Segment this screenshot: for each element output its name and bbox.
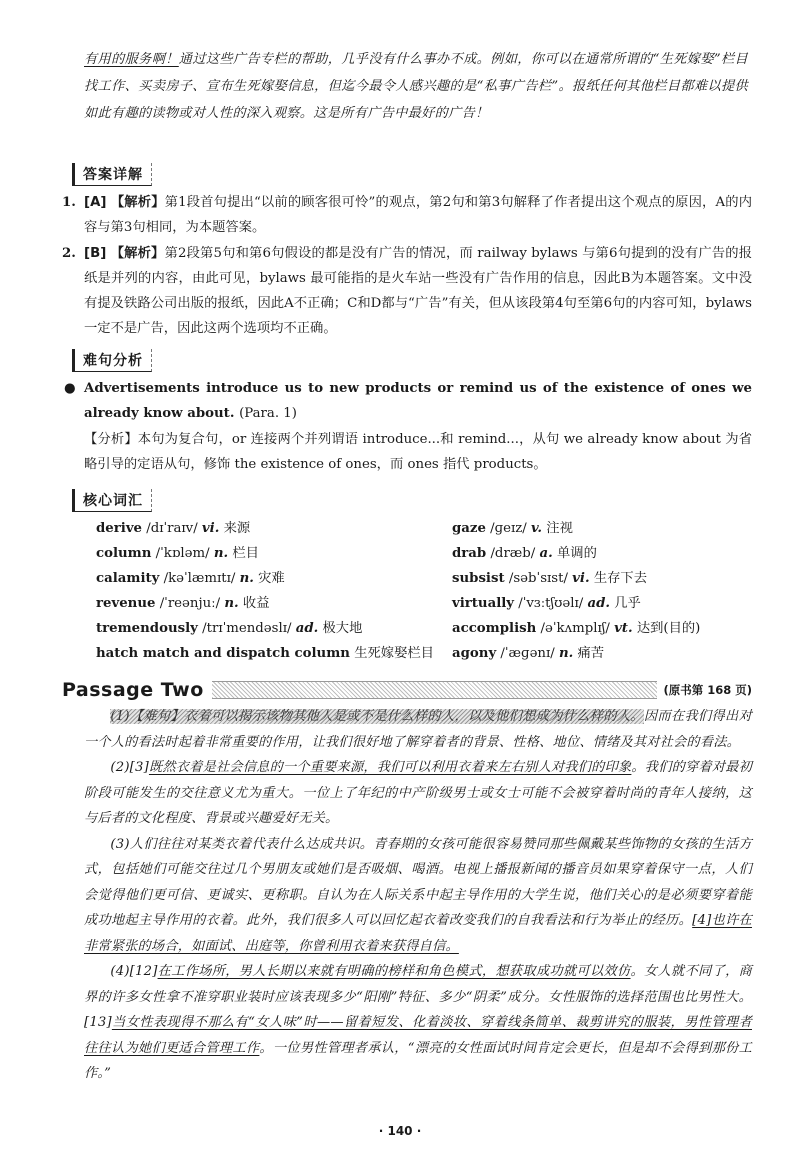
vocab-word: calamity (96, 571, 160, 586)
vocab-item (452, 616, 752, 641)
paragraph-number: (2)[3] (110, 760, 149, 775)
vocab-heading: 核心词汇 (72, 489, 152, 512)
vocab-item (96, 641, 452, 666)
paragraph-number: (4)[12] (110, 964, 158, 979)
vocab-pos: n. (213, 546, 229, 561)
answer-label: 【解析】 (110, 246, 165, 261)
vocab-word: column (96, 546, 152, 561)
underlined-text: [4]也许在非常紧张的场合，如面试、出庭等，你曾利用衣着来获得自信。 (84, 913, 752, 954)
vocab-definition: 生存下去 (593, 571, 648, 586)
vocab-phonetic: /kəˈlæmɪtɪ/ (163, 571, 236, 586)
vocab-definition: 灾难 (258, 571, 285, 586)
passage-body (84, 704, 752, 1087)
vocab-phonetic: /səbˈsɪst/ (508, 571, 568, 586)
vocab-pos: a. (539, 546, 553, 561)
decorative-hatch-bar (212, 681, 658, 699)
underlined-text: 当女性表现得不那么有“女人味”时——留着短发、化着淡妆、穿着线条简单、裁剪讲究的服装，男性管理者往往认为她们更适合管理工作 (84, 1015, 752, 1056)
answer-label: 【解析】 (110, 195, 165, 210)
passage-paragraph-4 (84, 959, 752, 1087)
passage-paragraph-3 (84, 832, 752, 960)
vocab-word: drab (452, 546, 487, 561)
answer-number: 1. (62, 195, 76, 210)
vocab-item (96, 516, 452, 541)
underlined-text: 既然衣着是社会信息的一个重要来源，我们可以利用衣着来左右别人对我们的印象 (148, 760, 632, 775)
vocab-item (96, 616, 452, 641)
vocab-definition: 痛苦 (577, 646, 605, 661)
vocab-item (96, 566, 452, 591)
vocab-definition: 来源 (223, 521, 251, 536)
bullet-icon: ● (64, 381, 76, 396)
page-number: · 140 · (378, 1124, 422, 1138)
vocab-definition: 达到(目的) (636, 621, 701, 636)
vocab-phonetic: /ˈvɜːtʃʊəlɪ/ (518, 596, 584, 611)
vocab-phonetic: /əˈkʌmplɪʃ/ (540, 621, 610, 636)
underlined-text: 在工作场所，男人长期以来就有明确的榜样和角色模式，想获取成功就可以效仿 (157, 964, 631, 979)
answer-tag: [A] (84, 195, 107, 210)
paragraph-text: 。一位男性管理者承认，“漂亮的女性面试时间肯定会更长，但是却不会得到那份工作。” (84, 1040, 752, 1081)
vocab-pos: vt. (614, 621, 633, 636)
vocab-phonetic: /ɡeɪz/ (490, 521, 527, 536)
vocab-pos: n. (558, 646, 574, 661)
vocab-word: derive (96, 521, 143, 536)
vocab-word: revenue (96, 596, 156, 611)
hard-sentence-section (62, 376, 752, 477)
sentence-analysis: 【分析】本句为复合句，or 连接两个并列谓语 introduce...和 remind...，从句 we already know about 为省略引导的定语从句，修饰 the existence of ones，而 ones 指代 products。 (84, 432, 752, 472)
vocab-definition: 注视 (546, 521, 573, 536)
vocab-word: agony (452, 646, 497, 661)
answer-item-1 (62, 190, 752, 240)
intro-underlined: 有用的服务啊！ (84, 52, 179, 67)
vocab-definition: 生死嫁娶栏目 (354, 646, 434, 661)
paragraph-text: 因而在我们得出对一个人的看法时起着非常重要的作用，让我们很好地了解穿着者的背景、性格、地位、情绪及其对社会的看法。 (84, 709, 752, 750)
vocab-pos: n. (224, 596, 239, 611)
vocab-word: tremendously (96, 621, 198, 636)
vocab-item (452, 516, 752, 541)
vocab-phonetic: /ˈæɡənɪ/ (500, 646, 555, 661)
vocab-pos: ad. (295, 621, 319, 636)
page-reference: (原书第 168 页) (657, 682, 752, 698)
passage-paragraph-2 (84, 755, 752, 832)
paragraph-text: 。女人就不同了，商界的许多女性拿不准穿职业装时应该表现多少“阳刚”特征、多少“阴柔”成分。女性服饰的选择范围也比男性大。[13] (84, 964, 752, 1030)
vocab-item (452, 541, 752, 566)
answer-text: 第2段第5句和第6句假设的都是没有广告的情况，而 railway bylaws 与第6句提到的没有广告的报纸是并列的内容，由此可见，bylaws 最可能指的是火车站一些没有广告作用的信息，因此B为本题答案。文中没有提及铁路公司出版的报纸，因此A不正确；C和D都与“广告”有关，但从该段第4句至第6句的内容可知，bylaws 一定不是广告，因此这两个选项均不正确。 (84, 246, 752, 336)
vocab-item (96, 591, 452, 616)
intro-paragraph (84, 46, 748, 127)
vocab-pos: v. (531, 521, 543, 536)
vocab-word: gaze (452, 521, 486, 536)
vocab-word: virtually (452, 596, 515, 611)
vocab-definition: 栏目 (232, 546, 259, 561)
vocab-definition: 单调的 (557, 546, 597, 561)
answers-section (62, 190, 752, 342)
paragraph-text: (3)人们往往对某类衣着代表什么达成共识。青春期的女孩可能很容易赞同那些佩戴某些饰物的女孩的生活方式，包括她们可能交往过几个男朋友或她们是否吸烟、喝酒。电视上播报新闻的播音员如果穿着保守一点，人们会觉得他们更可信、更诚实、更称职。自认为在人际关系中起主导作用的大学生说，他们关心的是必须要穿着能成功地起主导作用的衣着。此外，我们很多人可以回忆起衣着改变我们的自我看法和行为举止的经历。 (84, 836, 752, 928)
vocab-section (96, 516, 756, 666)
vocab-definition: 收益 (242, 596, 270, 611)
vocab-pos: vi. (201, 521, 220, 536)
vocab-phonetic: /dɪˈraɪv/ (146, 521, 198, 536)
vocab-word: hatch match and dispatch column (96, 646, 350, 661)
answer-number: 2. (62, 246, 76, 261)
answer-item-2 (62, 241, 752, 341)
vocab-phonetic: /ˈreənjuː/ (159, 596, 221, 611)
shaded-hard-sentence: (1)【难句】衣着可以揭示该物其他人是或不是什么样的人，以及他们想成为什么样的人。 (110, 709, 644, 724)
vocab-item (452, 591, 752, 616)
vocab-definition: 几乎 (614, 596, 641, 611)
passage-title: Passage Two (62, 679, 212, 701)
vocab-word: accomplish (452, 621, 537, 636)
vocab-phonetic: /dræb/ (490, 546, 536, 561)
paragraph-text: 。我们的穿着对最初阶段可能发生的交往意义尤为重大。一位上了年纪的中产阶级男士或女士可能不会被穿着时尚的青年人接纳，这与后者的文化程度、背景或兴趣爱好无关。 (84, 760, 752, 826)
vocab-pos: n. (239, 571, 254, 586)
answers-heading: 答案详解 (72, 163, 152, 186)
vocab-item (452, 641, 752, 666)
vocab-grid (96, 516, 756, 666)
vocab-pos: ad. (587, 596, 611, 611)
vocab-pos: vi. (572, 571, 590, 586)
passage-header (62, 678, 752, 702)
hard-sentence (62, 376, 752, 426)
vocab-item (452, 566, 752, 591)
answer-tag: [B] (84, 246, 107, 261)
paragraph-ref: (Para. 1) (239, 406, 297, 421)
vocab-word: subsist (452, 571, 505, 586)
vocab-phonetic: /ˈkɒləm/ (155, 546, 210, 561)
vocab-phonetic: /trɪˈmendəslɪ/ (202, 621, 292, 636)
vocab-item (96, 541, 452, 566)
answer-text: 第1段首句提出“以前的顾客很可怜”的观点，第2句和第3句解释了作者提出这个观点的原因，A的内容与第3句相同，为本题答案。 (84, 195, 753, 235)
intro-text: 通过这些广告专栏的帮助，几乎没有什么事办不成。例如，你可以在通常所谓的“生死嫁娶”栏目找工作、买卖房子、宣布生死嫁娶信息，但迄今最令人感兴趣的是“私事广告栏”。报纸任何其他栏目都难以提供如此有趣的读物或对人性的深入观察。这是所有广告中最好的广告！ (84, 52, 748, 121)
passage-paragraph-1 (84, 704, 752, 755)
hard-sentence-heading: 难句分析 (72, 349, 152, 372)
sentence-text: Advertisements introduce us to new products or remind us of the existence of ones we already know about. (84, 381, 752, 421)
vocab-definition: 极大地 (322, 621, 363, 636)
